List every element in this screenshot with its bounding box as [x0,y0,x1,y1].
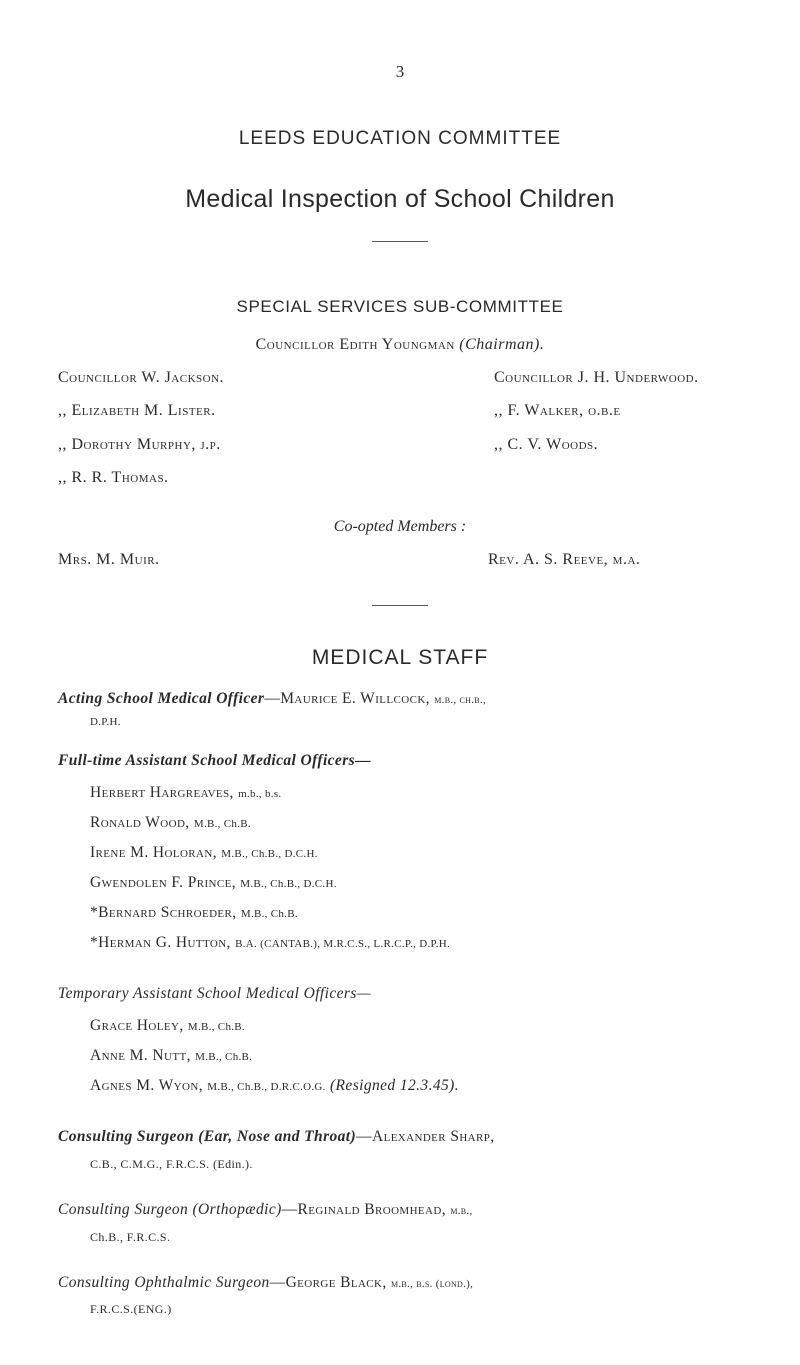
consultant-role: Consulting Ophthalmic Surgeon [58,1274,270,1291]
officer-name: Irene M. Holoran, [90,844,217,861]
fulltime-officer-4 [90,874,337,892]
officer-name: Anne M. Nutt, [90,1047,191,1064]
temporary-heading: Temporary Assistant School Medical Officers— [58,985,371,1002]
acting-officer-name: —Maurice E. Willcock, [264,690,430,707]
consultant-ortho-line [58,1201,473,1219]
officer-name: Gwendolen F. Prince, [90,874,237,891]
consultant-name: —Reginald Broomhead, [281,1201,447,1218]
consultant-ophth-line [58,1274,473,1292]
consultant-ent-quals: C.B., C.M.G., F.R.C.S. (Edin.). [90,1157,253,1171]
acting-officer-quals-cont: D.P.H. [90,716,121,728]
acting-officer-line [58,690,486,708]
officer-name: *Bernard Schroeder, [90,904,237,921]
member-right-1: Councillor J. H. Underwood. [494,369,699,386]
officer-quals: B.A. (CANTAB.), M.R.C.S., L.R.C.P., D.P.H. [235,938,451,950]
consultant-ophth-quals: F.R.C.S.(ENG.) [90,1302,172,1316]
officer-quals: M.B., Ch.B. [240,908,298,920]
fulltime-officer-5 [90,904,298,922]
chair-role: (Chairman). [459,336,545,353]
divider [372,241,428,242]
member-right-3: ,, C. V. Woods. [494,436,599,453]
officer-note: (Resigned 12.3.45). [330,1077,459,1094]
consultant-role: Consulting Surgeon (Orthopædic) [58,1201,282,1218]
consultant-role: Consulting Surgeon (Ear, Nose and Throat) [58,1128,357,1145]
fulltime-officer-3 [90,844,318,862]
medical-staff-heading: MEDICAL STAFF [311,646,489,669]
chair-line [0,336,800,354]
member-left-1: Councillor W. Jackson. [58,369,225,386]
member-right-2: ,, F. Walker, o.b.e [494,402,621,419]
divider [372,605,428,606]
officer-name: Grace Holey, [90,1017,184,1034]
document-title: Medical Inspection of School Children [185,185,615,213]
chair-name: Councillor Edith Youngman [255,336,455,353]
officer-quals: M.B., Ch.B., D.C.H. [240,878,337,890]
coopted-member-1: Mrs. M. Muir. [58,551,160,568]
officer-quals: M.B., Ch.B., D.C.H. [221,848,318,860]
officer-name: Agnes M. Wyon, [90,1077,203,1094]
officer-quals: M.B., Ch.B. [195,1051,253,1063]
officer-quals: M.B., Ch.B., D.R.C.O.G. [207,1081,326,1093]
committee-heading: LEEDS EDUCATION COMMITTEE [238,128,562,149]
temporary-officer-2 [90,1047,252,1065]
member-left-4: ,, R. R. Thomas. [58,469,169,486]
officer-quals: M.B., Ch.B. [187,1021,245,1033]
officer-quals: m.b., b.s. [238,788,282,800]
subcommittee-heading: SPECIAL SERVICES SUB-COMMITTEE [236,297,564,316]
fulltime-officer-1 [90,784,281,802]
fulltime-heading: Full-time Assistant School Medical Officers— [58,752,371,769]
officer-name: Herbert Hargreaves, [90,784,234,801]
consultant-name-quals: m.b., [450,1205,473,1217]
temporary-officer-1 [90,1017,245,1035]
member-left-2: ,, Elizabeth M. Lister. [58,402,216,419]
consultant-ortho-quals: Ch.B., F.R.C.S. [90,1230,171,1244]
temporary-officer-3 [90,1077,459,1095]
officer-name: *Herman G. Hutton, [90,934,231,951]
fulltime-officer-6 [90,934,450,952]
consultant-ent-line [58,1128,495,1146]
consultant-name-quals: m.b., b.s. (lond.), [390,1278,474,1290]
officer-name: Ronald Wood, [90,814,190,831]
acting-officer-quals: m.b., ch.b., [434,694,486,706]
acting-officer-role: Acting School Medical Officer [58,690,265,707]
fulltime-officer-2 [90,814,251,832]
member-left-3: ,, Dorothy Murphy, j.p. [58,436,221,453]
consultant-name: —George Black, [269,1274,387,1291]
consultant-name: —Alexander Sharp, [356,1128,495,1145]
page-number: 3 [395,62,405,81]
officer-quals: M.B., Ch.B. [193,818,251,830]
coopted-member-2: Rev. A. S. Reeve, m.a. [488,551,641,568]
coopted-heading: Co-opted Members : [333,518,467,535]
